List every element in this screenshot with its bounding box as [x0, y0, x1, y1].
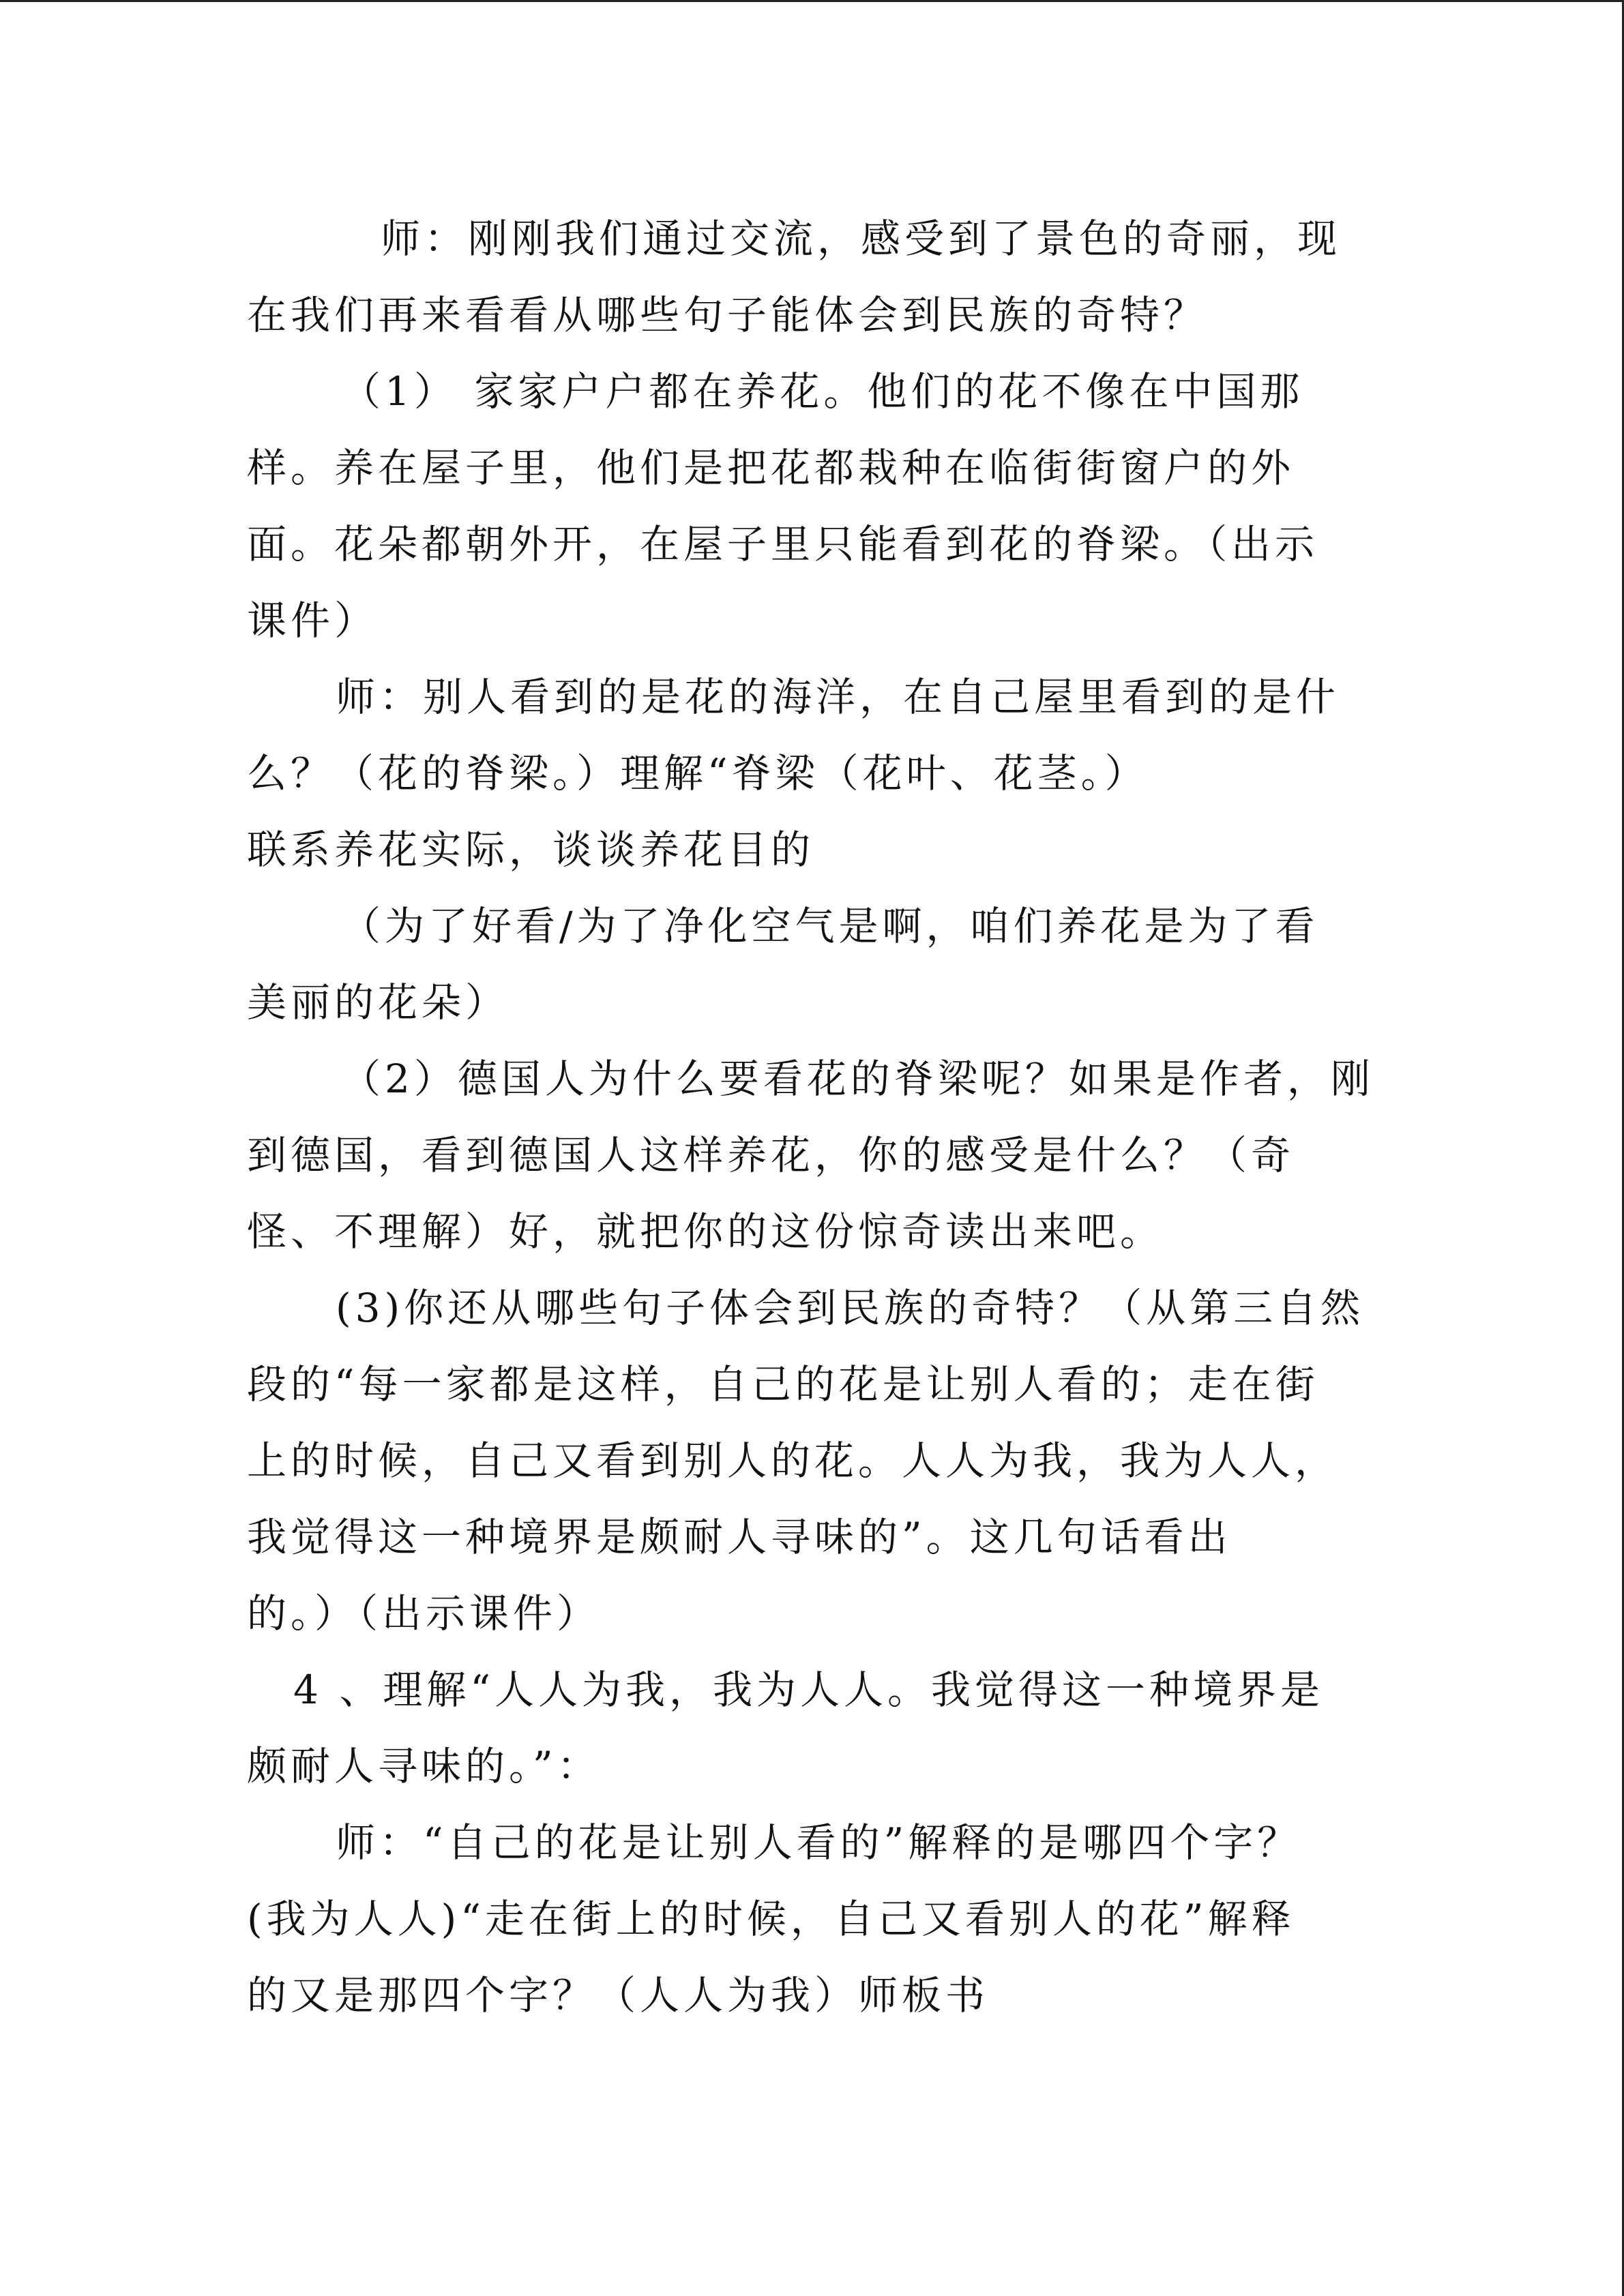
text-line: 到德国，看到德国人这样养花，你的感受是什么？（奇: [247, 1132, 1295, 1178]
text-line: 段的“每一家都是这样，自己的花是让别人看的；走在街: [247, 1361, 1319, 1407]
text-line: 课件）: [247, 597, 379, 644]
text-line: （为了好看/为了净化空气是啊，咱们养花是为了看: [341, 903, 1319, 949]
text-line: 上的时候，自己又看到别人的花。人人为我，我为人人，: [247, 1437, 1339, 1484]
text-line: 的又是那四个字？（人人为我）师板书: [247, 1972, 990, 2018]
text-line: 美丽的花朵）: [247, 979, 510, 1026]
text-line: 师：别人看到的是花的海洋，在自己屋里看到的是什: [336, 674, 1340, 720]
text-line: (3)你还从哪些句子体会到民族的奇特？（从第三自然: [336, 1285, 1365, 1331]
text-line: 师：刚刚我们通过交流，感受到了景色的奇丽，现: [381, 215, 1342, 262]
text-line: 师：“自己的花是让别人看的”解释的是哪四个字？: [336, 1819, 1301, 1866]
text-line: 4 、理解“人人为我，我为人人。我觉得这一种境界是: [293, 1667, 1324, 1713]
text-line: 我觉得这一种境界是颇耐人寻味的”。这几句话看出: [247, 1514, 1232, 1560]
text-line: 么？（花的脊梁。）理解“脊梁（花叶、花茎。）: [247, 750, 1149, 796]
text-line: 的。）（出示课件）: [247, 1590, 601, 1637]
text-line: 在我们再来看看从哪些句子能体会到民族的奇特？: [247, 292, 1208, 338]
text-line: 样。养在屋子里，他们是把花都栽种在临街街窗户的外: [247, 445, 1295, 491]
text-line: （2）德国人为什么要看花的脊梁呢？如果是作者，刚: [341, 1056, 1374, 1102]
text-line: （1） 家家户户都在养花。他们的花不像在中国那: [341, 368, 1304, 415]
text-line: 面。花朵都朝外开，在屋子里只能看到花的脊梁。（出示: [247, 521, 1319, 567]
text-line: (我为人人)“走在街上的时候，自己又看别人的花”解释: [247, 1896, 1295, 1942]
text-line: 联系养花实际，谈谈养花目的: [247, 826, 815, 873]
page-top-border: [0, 0, 1624, 2]
text-line: 颇耐人寻味的。”：: [247, 1743, 601, 1789]
text-line: 怪、不理解）好，就把你的这份惊奇读出来吧。: [247, 1208, 1164, 1255]
